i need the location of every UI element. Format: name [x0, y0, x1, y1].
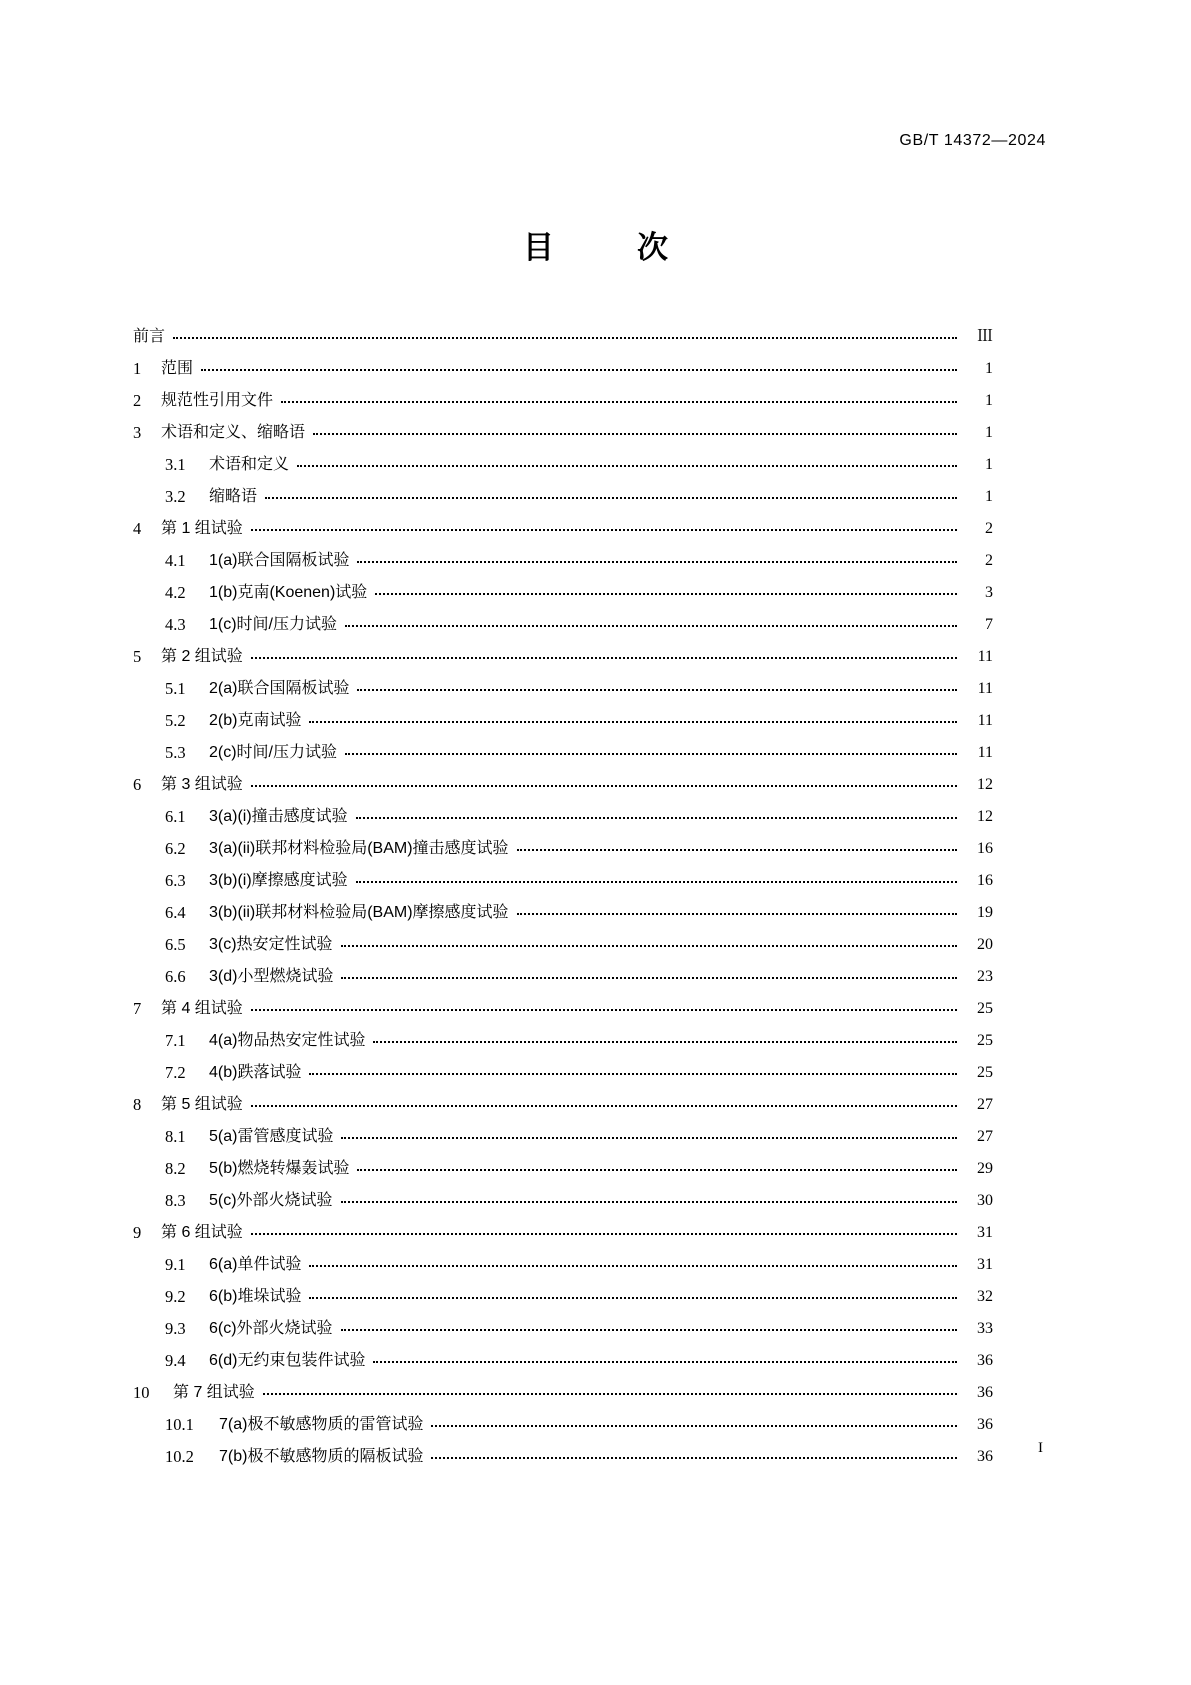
- toc-entry-page: 1: [985, 488, 993, 505]
- toc-entry-page: 11: [977, 712, 993, 729]
- toc-entry-page: 11: [977, 680, 993, 697]
- toc-leader-dots: [431, 1449, 957, 1463]
- toc-entry-label: 7(a)极不敏感物质的雷管试验: [219, 1416, 424, 1433]
- toc-entry[interactable]: [133, 1177, 993, 1209]
- toc-entry[interactable]: [133, 697, 993, 729]
- toc-leader-dots: [357, 681, 957, 695]
- toc-entry-number: 4: [133, 518, 142, 538]
- toc-entry-number: 10.1: [165, 1414, 194, 1434]
- toc-entry-label: 4(b)跌落试验: [209, 1064, 302, 1081]
- toc-entry-label: 第 6 组试验: [161, 1224, 243, 1241]
- toc-entry-number: 5: [133, 646, 142, 666]
- toc-entry-number: 6.4: [165, 902, 186, 922]
- toc-entry-label: 5(c)外部火烧试验: [209, 1192, 333, 1209]
- toc-entry-page: 3: [985, 584, 993, 601]
- toc-entry-number: 6.1: [165, 806, 186, 826]
- toc-leader-dots: [357, 553, 957, 567]
- toc-entry[interactable]: [133, 1305, 993, 1337]
- toc-entry-number: 2: [133, 390, 142, 410]
- toc-entry[interactable]: [133, 1401, 993, 1433]
- toc-entry-label: 2(a)联合国隔板试验: [209, 680, 350, 697]
- toc-entry[interactable]: [133, 1113, 993, 1145]
- toc-leader-dots: [345, 617, 957, 631]
- toc-leader-dots: [173, 329, 957, 343]
- toc-entry-number: 3.1: [165, 454, 186, 474]
- toc-leader-dots: [341, 1193, 957, 1207]
- toc-entry-number: 8.2: [165, 1158, 186, 1178]
- toc-entry-number: 5.1: [165, 678, 186, 698]
- toc-entry-number: 9.3: [165, 1318, 186, 1338]
- toc-entry-page: 25: [977, 1000, 993, 1017]
- toc-entry-number: 7.1: [165, 1030, 186, 1050]
- toc-entry[interactable]: [133, 601, 993, 633]
- toc-entry-label: 6(d)无约束包装件试验: [209, 1352, 366, 1369]
- toc-entry-number: 5.3: [165, 742, 186, 762]
- toc-entry-label: 3(c)热安定性试验: [209, 936, 333, 953]
- toc-entry-page: 23: [977, 968, 993, 985]
- toc-entry-page: 7: [985, 616, 993, 633]
- toc-leader-dots: [281, 393, 957, 407]
- toc-entry-number: 9: [133, 1222, 142, 1242]
- toc-entry-number: 6.2: [165, 838, 186, 858]
- toc-entry[interactable]: [133, 569, 993, 601]
- toc-entry-number: 7.2: [165, 1062, 186, 1082]
- toc-entry-page: 12: [977, 776, 993, 793]
- toc-leader-dots: [517, 905, 957, 919]
- toc-entry-label: 6(b)堆垛试验: [209, 1288, 302, 1305]
- toc-entry[interactable]: [133, 793, 993, 825]
- toc-entry-label: 规范性引用文件: [161, 392, 274, 409]
- toc-entry-label: 3(d)小型燃烧试验: [209, 968, 334, 985]
- toc-entry-label: 第 4 组试验: [161, 1000, 243, 1017]
- toc-entry-number: 5.2: [165, 710, 186, 730]
- toc-entry[interactable]: [133, 1337, 993, 1369]
- toc-entry-number: 3: [133, 422, 142, 442]
- toc-entry[interactable]: [133, 1241, 993, 1273]
- toc-entry-label: 4(a)物品热安定性试验: [209, 1032, 366, 1049]
- toc-entry[interactable]: [133, 729, 993, 761]
- toc-entry-number: 8.3: [165, 1190, 186, 1210]
- toc-entry[interactable]: [133, 889, 993, 921]
- toc-entry-number: 1: [133, 358, 142, 378]
- toc-leader-dots: [517, 841, 957, 855]
- toc-leader-dots: [309, 1065, 957, 1079]
- toc-leader-dots: [251, 521, 957, 535]
- toc-entry[interactable]: [133, 1273, 993, 1305]
- toc-entry-page: 11: [977, 744, 993, 761]
- toc-leader-dots: [251, 777, 957, 791]
- toc-entry[interactable]: [133, 665, 993, 697]
- toc-entry[interactable]: [133, 441, 993, 473]
- toc-leader-dots: [309, 713, 957, 727]
- toc-entry-page: 1: [985, 456, 993, 473]
- toc-entry-page: 36: [977, 1384, 993, 1401]
- toc-entry-page: 29: [977, 1160, 993, 1177]
- toc-entry-page: 19: [977, 904, 993, 921]
- toc-entry-label: 第 1 组试验: [161, 520, 243, 537]
- toc-entry-number: 8.1: [165, 1126, 186, 1146]
- toc-leader-dots: [297, 457, 957, 471]
- toc-entry-page: Ⅲ: [976, 328, 993, 345]
- toc-entry-page: 36: [977, 1448, 993, 1465]
- toc-entry-page: 2: [985, 552, 993, 569]
- toc-entry-page: 36: [977, 1352, 993, 1369]
- toc-entry-page: 20: [977, 936, 993, 953]
- toc-entry-page: 30: [977, 1192, 993, 1209]
- toc-entry-page: 12: [977, 808, 993, 825]
- toc-leader-dots: [357, 1161, 957, 1175]
- toc-entry-number: 10.2: [165, 1446, 194, 1466]
- toc-entry-label: 第 7 组试验: [173, 1384, 255, 1401]
- toc-entry-label: 5(a)雷管感度试验: [209, 1128, 334, 1145]
- toc-entry-label: 第 5 组试验: [161, 1096, 243, 1113]
- toc-entry-number: 4.2: [165, 582, 186, 602]
- toc-entry-number: 9.4: [165, 1350, 186, 1370]
- toc-entry-label: 7(b)极不敏感物质的隔板试验: [219, 1448, 424, 1465]
- toc-entry-number: 3.2: [165, 486, 186, 506]
- toc-entry-label: 1(c)时间/压力试验: [209, 616, 338, 633]
- toc-entry[interactable]: [133, 1081, 993, 1113]
- toc-entry-number: 6.3: [165, 870, 186, 890]
- toc-leader-dots: [309, 1289, 957, 1303]
- page-title: 目 次: [523, 230, 694, 265]
- page-number: I: [1038, 1440, 1043, 1456]
- toc-leader-dots: [375, 585, 957, 599]
- toc-leader-dots: [345, 745, 957, 759]
- toc-entry[interactable]: [133, 1049, 993, 1081]
- toc-entry-label: 术语和定义: [209, 456, 290, 473]
- toc-leader-dots: [265, 489, 957, 503]
- toc-entry-page: 11: [977, 648, 993, 665]
- toc-leader-dots: [309, 1257, 957, 1271]
- toc-entry[interactable]: [133, 633, 993, 665]
- toc-entry[interactable]: [133, 985, 993, 1017]
- toc-leader-dots: [341, 937, 957, 951]
- toc-entry-label: 5(b)燃烧转爆轰试验: [209, 1160, 350, 1177]
- toc-entry-number: 8: [133, 1094, 142, 1114]
- toc-entry-page: 1: [985, 424, 993, 441]
- toc-entry-label: 3(a)(i)撞击感度试验: [209, 808, 348, 825]
- toc-entry-page: 1: [985, 360, 993, 377]
- toc-entry[interactable]: [133, 953, 993, 985]
- toc-entry-page: 25: [977, 1064, 993, 1081]
- toc-leader-dots: [431, 1417, 957, 1431]
- toc-entry-number: 6: [133, 774, 142, 794]
- toc-entry-label: 6(a)单件试验: [209, 1256, 302, 1273]
- toc-leader-dots: [251, 1097, 957, 1111]
- toc-leader-dots: [251, 649, 957, 663]
- toc-entry-label: 1(b)克南(Koenen)试验: [209, 584, 368, 601]
- toc-entry-label: 1(a)联合国隔板试验: [209, 552, 350, 569]
- toc-entry[interactable]: [133, 1017, 993, 1049]
- toc-entry-page: 1: [985, 392, 993, 409]
- toc-leader-dots: [341, 1321, 957, 1335]
- toc-entry[interactable]: [133, 1145, 993, 1177]
- toc-entry-number: 6.5: [165, 934, 186, 954]
- toc-leader-dots: [356, 809, 957, 823]
- toc-leader-dots: [341, 1129, 957, 1143]
- toc-entry[interactable]: [133, 857, 993, 889]
- toc-leader-dots: [313, 425, 957, 439]
- toc-entry-label: 第 2 组试验: [161, 648, 243, 665]
- toc-leader-dots: [373, 1033, 957, 1047]
- toc-entry-label: 缩略语: [209, 488, 258, 505]
- toc-entry-page: 32: [977, 1288, 993, 1305]
- toc-leader-dots: [263, 1385, 957, 1399]
- toc-entry-page: 36: [977, 1416, 993, 1433]
- toc-entry-number: 9.2: [165, 1286, 186, 1306]
- toc-entry[interactable]: [133, 505, 993, 537]
- toc-entry-label: 范围: [161, 360, 194, 377]
- toc-entry-number: 7: [133, 998, 142, 1018]
- toc-entry[interactable]: [133, 473, 993, 505]
- toc-leader-dots: [373, 1353, 957, 1367]
- toc-entry-label: 2(b)克南试验: [209, 712, 302, 729]
- toc-entry-page: 27: [977, 1128, 993, 1145]
- toc-entry[interactable]: [133, 825, 993, 857]
- toc-entry[interactable]: [133, 1209, 993, 1241]
- toc-entry-number: 4.1: [165, 550, 186, 570]
- toc-entry-page: 27: [977, 1096, 993, 1113]
- toc-entry-label: 3(b)(i)摩擦感度试验: [209, 872, 348, 889]
- toc-leader-dots: [356, 873, 957, 887]
- toc-entry-label: 3(a)(ii)联邦材料检验局(BAM)撞击感度试验: [209, 840, 509, 857]
- toc-entry[interactable]: [133, 313, 993, 345]
- toc-entry[interactable]: [133, 345, 993, 377]
- toc-entry[interactable]: [133, 761, 993, 793]
- toc-entry-number: 9.1: [165, 1254, 186, 1274]
- toc-entry-page: 16: [977, 840, 993, 857]
- toc-entry[interactable]: [133, 537, 993, 569]
- toc-entry-label: 术语和定义、缩略语: [161, 424, 306, 441]
- toc-leader-dots: [341, 969, 957, 983]
- toc-entry-number: 6.6: [165, 966, 186, 986]
- table-of-contents: [133, 313, 993, 1465]
- toc-leader-dots: [201, 361, 957, 375]
- standard-code-header: GB/T 14372—2024: [899, 132, 1046, 149]
- toc-entry-number: 10: [133, 1382, 150, 1402]
- toc-entry-page: 31: [977, 1256, 993, 1273]
- toc-leader-dots: [251, 1225, 957, 1239]
- toc-entry-label: 前言: [133, 328, 166, 345]
- toc-entry[interactable]: [133, 377, 993, 409]
- toc-leader-dots: [251, 1001, 957, 1015]
- toc-entry-label: 3(b)(ii)联邦材料检验局(BAM)摩擦感度试验: [209, 904, 509, 921]
- toc-entry-page: 25: [977, 1032, 993, 1049]
- toc-entry-label: 2(c)时间/压力试验: [209, 744, 338, 761]
- toc-entry[interactable]: [133, 409, 993, 441]
- toc-entry-page: 2: [985, 520, 993, 537]
- toc-entry-page: 33: [977, 1320, 993, 1337]
- toc-entry-number: 4.3: [165, 614, 186, 634]
- toc-entry[interactable]: [133, 921, 993, 953]
- toc-entry[interactable]: [133, 1369, 993, 1401]
- toc-entry-label: 6(c)外部火烧试验: [209, 1320, 333, 1337]
- toc-entry-page: 31: [977, 1224, 993, 1241]
- toc-entry-page: 16: [977, 872, 993, 889]
- toc-entry-label: 第 3 组试验: [161, 776, 243, 793]
- toc-entry[interactable]: [133, 1433, 993, 1465]
